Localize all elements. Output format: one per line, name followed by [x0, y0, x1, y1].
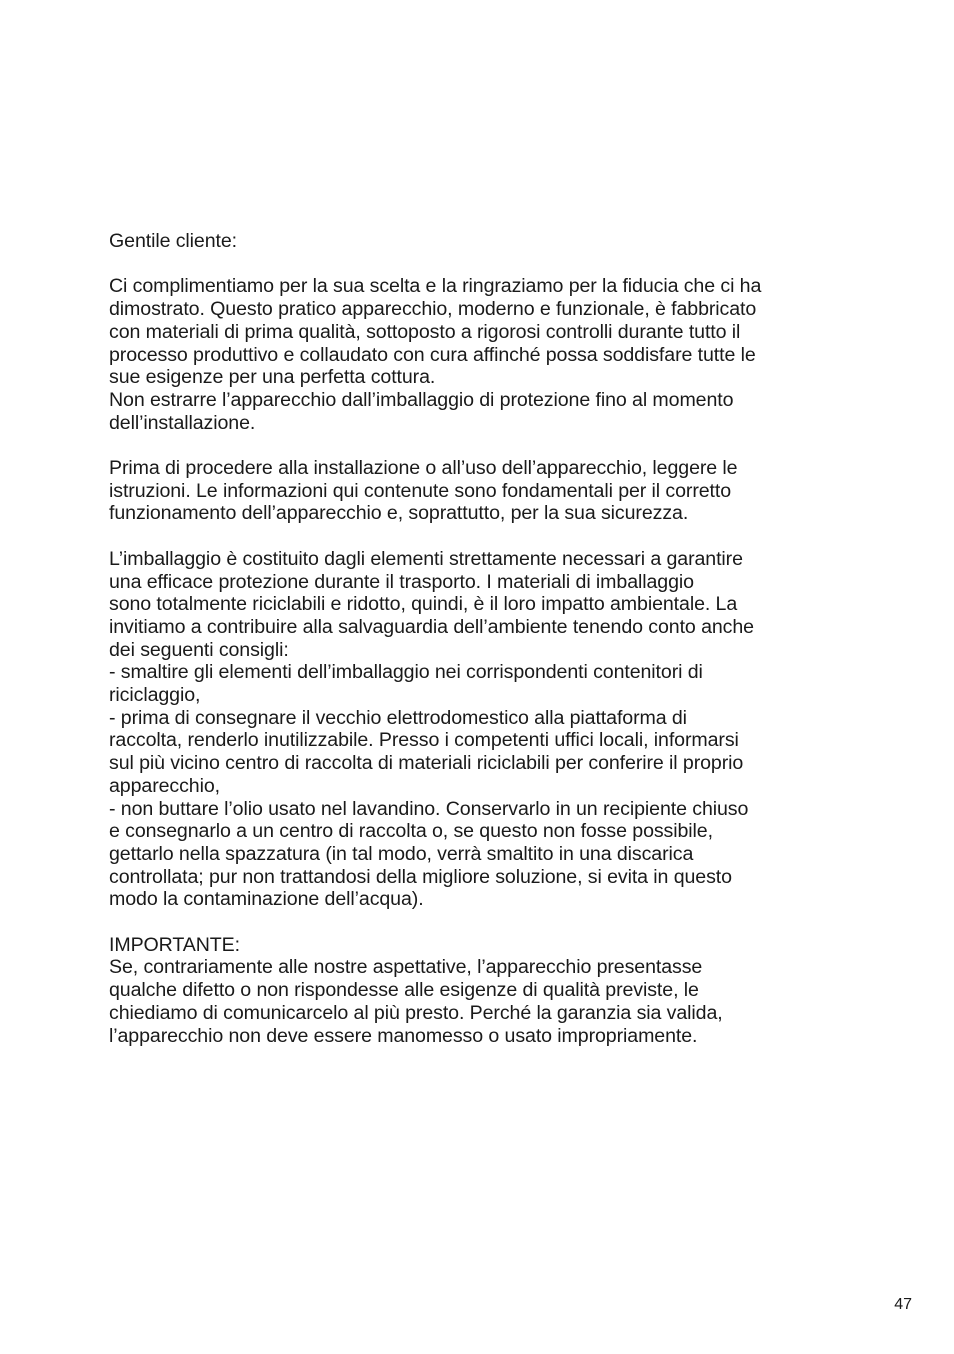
- paragraph-line: sul più vicino centro di raccolta di materiali riciclabili per conferire il proprio: [109, 752, 744, 775]
- paragraph-spacer: [109, 434, 869, 457]
- page-number: 47: [894, 1296, 912, 1313]
- paragraph-line: - non buttare l’olio usato nel lavandino. Conservarlo in un recipiente chiuso: [109, 797, 749, 820]
- paragraph-line: istruzioni. Le informazioni qui contenute sono fondamentali per il corretto: [109, 479, 732, 502]
- paragraph-line: Ci complimentiamo per la sua scelta e la ringraziamo per la fiducia che ci ha: [109, 275, 762, 298]
- paragraph-line: sono totalmente riciclabili e ridotto, quindi, è il loro impatto ambientale. La: [109, 593, 738, 616]
- important-heading: IMPORTANTE:: [109, 933, 240, 956]
- paragraph-line: chiediamo di comunicarcelo al più presto. Perché la garanzia sia valida,: [109, 1001, 723, 1024]
- paragraph-line: dei seguenti consigli:: [109, 638, 289, 661]
- instructions-paragraph: [109, 457, 869, 525]
- paragraph-line: riciclaggio,: [109, 684, 201, 707]
- paragraph-line: e consegnarlo a un centro di raccolta o, se questo non fosse possibile,: [109, 820, 713, 843]
- paragraph-line: Se, contrariamente alle nostre aspettative, l’apparecchio presentasse: [109, 956, 703, 979]
- paragraph-line: Non estrarre l’apparecchio dall’imballaggio di protezione fino al momento: [109, 388, 734, 411]
- paragraph-line: una efficace protezione durante il trasporto. I materiali di imballaggio: [109, 570, 694, 593]
- paragraph-line: raccolta, renderlo inutilizzabile. Presso i competenti uffici locali, informarsi: [109, 729, 739, 752]
- paragraph-line: qualche difetto o non rispondesse alle esigenze di qualità previste, le: [109, 979, 699, 1002]
- paragraph-line: dimostrato. Questo pratico apparecchio, moderno e funzionale, è fabbricato: [109, 298, 757, 321]
- paragraph-line: dell’installazione.: [109, 411, 256, 434]
- paragraph-line: controllata; pur non trattandosi della migliore soluzione, si evita in questo: [109, 865, 732, 888]
- paragraph-line: processo produttivo e collaudato con cura affinché possa soddisfare tutte le: [109, 343, 756, 366]
- paragraph-line: gettarlo nella spazzatura (in tal modo, verrà smaltito in una discarica: [109, 842, 694, 865]
- paragraph-line: Prima di procedere alla installazione o all’uso dell’apparecchio, leggere le: [109, 457, 738, 479]
- paragraph-line: funzionamento dell’apparecchio e, soprattutto, per la sua sicurezza.: [109, 502, 689, 525]
- paragraph-line: con materiali di prima qualità, sottoposto a rigorosi controlli durante tutto il: [109, 320, 741, 343]
- warranty-paragraph: [109, 956, 869, 1047]
- paragraph-line: sue esigenze per una perfetta cottura.: [109, 366, 436, 389]
- paragraph-spacer: [109, 525, 869, 548]
- paragraph-line: L’imballaggio è costituito dagli elementi strettamente necessari a garantire: [109, 547, 743, 570]
- paragraph-line: invitiamo a contribuire alla salvaguardia dell’ambiente tenendo conto anche: [109, 615, 754, 638]
- paragraph-line: - prima di consegnare il vecchio elettrodomestico alla piattaforma di: [109, 706, 687, 729]
- paragraph-line: apparecchio,: [109, 774, 220, 797]
- paragraph-spacer: [109, 253, 869, 276]
- paragraph-spacer: [109, 911, 869, 934]
- paragraph-line: - smaltire gli elementi dell’imballaggio nei corrispondenti contenitori di: [109, 661, 703, 684]
- intro-paragraph: [109, 275, 869, 434]
- paragraph-line: modo la contaminazione dell’acqua).: [109, 888, 424, 911]
- paragraph-line: l’apparecchio non deve essere manomesso o usato impropriamente.: [109, 1024, 698, 1047]
- document-body: [109, 230, 869, 1047]
- packaging-paragraph: [109, 548, 869, 911]
- greeting: Gentile cliente:: [109, 230, 238, 252]
